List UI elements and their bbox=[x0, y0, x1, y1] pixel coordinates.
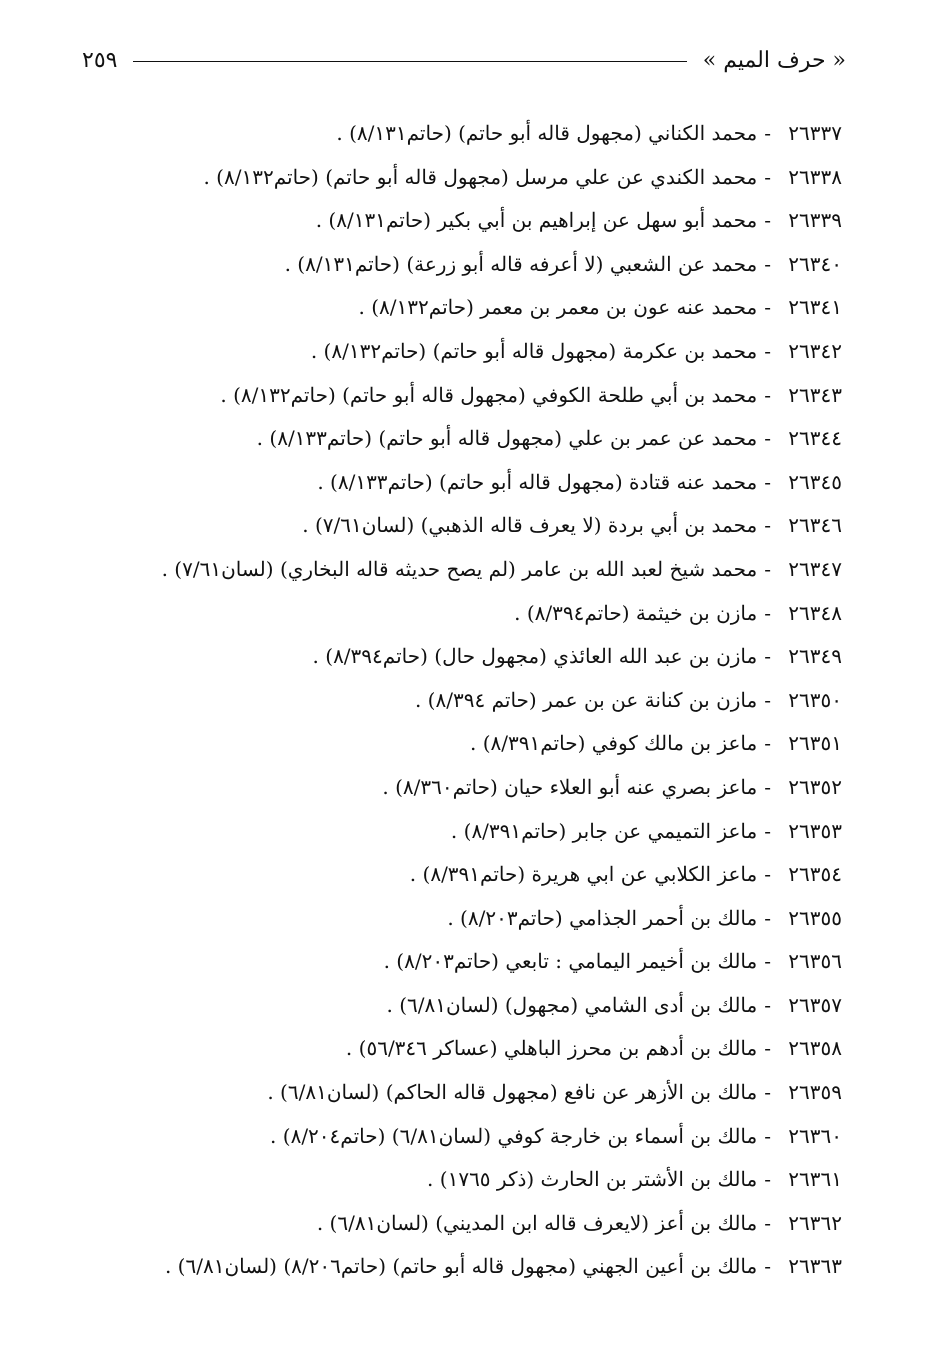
entry-number: ٢٦٣٦٠ bbox=[788, 1123, 842, 1148]
entry-dash: - bbox=[764, 644, 771, 669]
entry-number: ٢٦٣٥٥ bbox=[788, 905, 842, 930]
entry-dash: - bbox=[764, 862, 771, 887]
list-item bbox=[110, 810, 842, 854]
entry-number: ٢٦٣٣٨ bbox=[788, 164, 842, 189]
entry-text: محمد الكناني (مجهول قاله أبو حاتم) (حاتم٨/١٣١) . bbox=[336, 121, 758, 145]
entry-dash: - bbox=[764, 731, 771, 756]
list-item bbox=[110, 112, 842, 156]
entry-number: ٢٦٣٤٤ bbox=[788, 426, 842, 451]
entry-dash: - bbox=[764, 1167, 771, 1192]
entry-number: ٢٦٣٥٩ bbox=[788, 1080, 842, 1105]
entry-text: ماعز التميمي عن جابر (حاتم٨/٣٩١) . bbox=[450, 818, 758, 843]
entry-text: مالك بن أخيمر اليمامي : تابعي (حاتم٨/٢٠٣) . bbox=[383, 949, 758, 974]
entry-dash: - bbox=[764, 1036, 771, 1061]
entry-dash: - bbox=[764, 687, 771, 712]
list-item bbox=[110, 461, 842, 505]
entry-number: ٢٦٣٣٧ bbox=[788, 121, 842, 145]
entry-text: محمد أبو سهل عن إبراهيم بن أبي بكير (حاتم٨/١٣١) . bbox=[315, 208, 758, 233]
entry-text: مازن بن خيثمة (حاتم٨/٣٩٤) . bbox=[514, 600, 758, 625]
list-item bbox=[110, 940, 842, 984]
entry-dash: - bbox=[764, 905, 771, 930]
entry-text: مالك بن أعين الجهني (مجهول قاله أبو حاتم) (حاتم٨/٢٠٦) (لسان٦/٨١) . bbox=[164, 1254, 758, 1279]
header-rule bbox=[133, 61, 686, 62]
entry-dash: - bbox=[764, 992, 771, 1017]
list-item bbox=[110, 1245, 842, 1289]
entry-text: مالك بن الأزهر عن نافع (مجهول قاله الحاكم) (لسان٦/٨١) . bbox=[267, 1080, 758, 1105]
list-item bbox=[110, 853, 842, 897]
entry-number: ٢٦٣٥٢ bbox=[788, 774, 842, 799]
entry-number: ٢٦٣٥٠ bbox=[788, 687, 842, 712]
list-item bbox=[110, 199, 842, 243]
entry-text: محمد الكندي عن علي مرسل (مجهول قاله أبو حاتم) (حاتم٨/١٣٢) . bbox=[203, 164, 758, 189]
entry-dash: - bbox=[764, 121, 771, 145]
list-item bbox=[110, 766, 842, 810]
entry-dash: - bbox=[764, 208, 771, 233]
entry-dash: - bbox=[764, 556, 771, 581]
entry-dash: - bbox=[764, 513, 771, 538]
list-item bbox=[110, 1115, 842, 1159]
list-item bbox=[110, 1071, 842, 1115]
entry-number: ٢٦٣٤٢ bbox=[788, 338, 842, 363]
list-item bbox=[110, 679, 842, 723]
entry-number: ٢٦٣٤٥ bbox=[788, 469, 842, 494]
entry-text: محمد عنه عون بن معمر بن معمر (حاتم٨/١٣٢) . bbox=[358, 295, 758, 320]
entry-dash: - bbox=[764, 949, 771, 974]
entry-text: ماعز الكلابي عن ابي هريرة (حاتم٨/٣٩١) . bbox=[409, 862, 758, 887]
entry-dash: - bbox=[764, 469, 771, 494]
list-item bbox=[110, 374, 842, 418]
entry-text: مالك بن أدى الشامي (مجهول) (لسان٦/٨١) . bbox=[386, 992, 758, 1017]
list-item bbox=[110, 897, 842, 941]
entry-number: ٢٦٣٥٧ bbox=[788, 992, 842, 1017]
list-item bbox=[110, 330, 842, 374]
entry-text: مالك بن أعز (لايعرف قاله ابن المديني) (لسان٦/٨١) . bbox=[316, 1210, 758, 1235]
entry-number: ٢٦٣٤٨ bbox=[788, 600, 842, 625]
entry-text: مالك بن أسماء بن خارجة كوفي (لسان٦/٨١) (حاتم٨/٢٠٤) . bbox=[270, 1123, 758, 1148]
list-item bbox=[110, 156, 842, 200]
entry-text: مالك بن الأشتر بن الحارث (ذكر ١٧٦٥) . bbox=[427, 1167, 758, 1192]
entry-dash: - bbox=[764, 338, 771, 363]
list-item bbox=[110, 504, 842, 548]
running-head: « حرف الميم » bbox=[702, 47, 846, 73]
entry-text: مالك بن أحمر الجذامي (حاتم٨/٢٠٣) . bbox=[447, 905, 758, 930]
page-number: ٢٥٩ bbox=[82, 47, 118, 73]
entry-number: ٢٦٣٥١ bbox=[788, 731, 842, 756]
entry-number: ٢٦٣٤١ bbox=[788, 295, 842, 320]
entry-number: ٢٦٣٤٠ bbox=[788, 251, 842, 276]
entry-text: مازن بن كنانة عن بن عمر (حاتم ٨/٣٩٤) . bbox=[414, 687, 758, 712]
list-item bbox=[110, 635, 842, 679]
entry-text: محمد بن أبي طلحة الكوفي (مجهول قاله أبو حاتم) (حاتم٨/١٣٢) . bbox=[220, 382, 758, 407]
entry-dash: - bbox=[764, 600, 771, 625]
entry-text: مالك بن أدهم بن محرز الباهلي (عساكر ٥٦/٣٤٦) . bbox=[345, 1036, 758, 1061]
entry-number: ٢٦٣٦١ bbox=[788, 1167, 842, 1192]
list-item bbox=[110, 417, 842, 461]
entry-dash: - bbox=[764, 251, 771, 276]
entry-number: ٢٦٣٤٣ bbox=[788, 382, 842, 407]
entry-number: ٢٦٣٥٤ bbox=[788, 862, 842, 887]
entry-text: مازن بن عبد الله العائذي (مجهول حال) (حاتم٨/٣٩٤) . bbox=[312, 644, 758, 669]
entry-number: ٢٦٣٥٨ bbox=[788, 1036, 842, 1061]
entry-dash: - bbox=[764, 1123, 771, 1148]
entry-text: محمد بن أبي بردة (لا يعرف قاله الذهبي) (لسان٧/٦١) . bbox=[302, 513, 758, 538]
entry-dash: - bbox=[764, 164, 771, 189]
entry-dash: - bbox=[764, 295, 771, 320]
entries-list bbox=[110, 112, 842, 1289]
entry-text: محمد بن عكرمة (مجهول قاله أبو حاتم) (حاتم٨/١٣٢) . bbox=[310, 338, 758, 363]
entry-dash: - bbox=[764, 382, 771, 407]
list-item bbox=[110, 548, 842, 592]
list-item bbox=[110, 1202, 842, 1246]
list-item bbox=[110, 1027, 842, 1071]
entry-dash: - bbox=[764, 1080, 771, 1105]
list-item bbox=[110, 722, 842, 766]
entry-number: ٢٦٣٤٦ bbox=[788, 513, 842, 538]
entry-dash: - bbox=[764, 1210, 771, 1235]
list-item bbox=[110, 286, 842, 330]
entry-text: محمد عنه قتادة (مجهول قاله أبو حاتم) (حاتم٨/١٣٣) . bbox=[317, 469, 758, 494]
entry-text: محمد عن الشعبي (لا أعرفه قاله أبو زرعة) (حاتم٨/١٣١) . bbox=[284, 251, 758, 276]
entry-number: ٢٦٣٥٦ bbox=[788, 949, 842, 974]
entry-number: ٢٦٣٣٩ bbox=[788, 208, 842, 233]
list-item bbox=[110, 984, 842, 1028]
entry-number: ٢٦٣٤٩ bbox=[788, 644, 842, 669]
entry-number: ٢٦٣٦٢ bbox=[788, 1210, 842, 1235]
entry-dash: - bbox=[764, 1254, 771, 1279]
page-header bbox=[82, 40, 846, 80]
entry-dash: - bbox=[764, 818, 771, 843]
entry-text: ماعز بصري عنه أبو العلاء حيان (حاتم٨/٣٦٠) . bbox=[382, 774, 758, 799]
entry-text: محمد عن عمر بن علي (مجهول قاله أبو حاتم) (حاتم٨/١٣٣) . bbox=[256, 426, 758, 451]
entry-text: ماعز بن مالك كوفي (حاتم٨/٣٩١) . bbox=[470, 731, 758, 756]
list-item bbox=[110, 243, 842, 287]
entry-dash: - bbox=[764, 774, 771, 799]
list-item bbox=[110, 592, 842, 636]
entry-text: محمد شيخ لعبد الله بن عامر (لم يصح حديثه قاله البخاري) (لسان٧/٦١) . bbox=[161, 556, 758, 581]
entry-number: ٢٦٣٦٣ bbox=[788, 1254, 842, 1279]
entry-number: ٢٦٣٤٧ bbox=[788, 556, 842, 581]
entry-number: ٢٦٣٥٣ bbox=[788, 818, 842, 843]
list-item bbox=[110, 1158, 842, 1202]
entry-dash: - bbox=[764, 426, 771, 451]
